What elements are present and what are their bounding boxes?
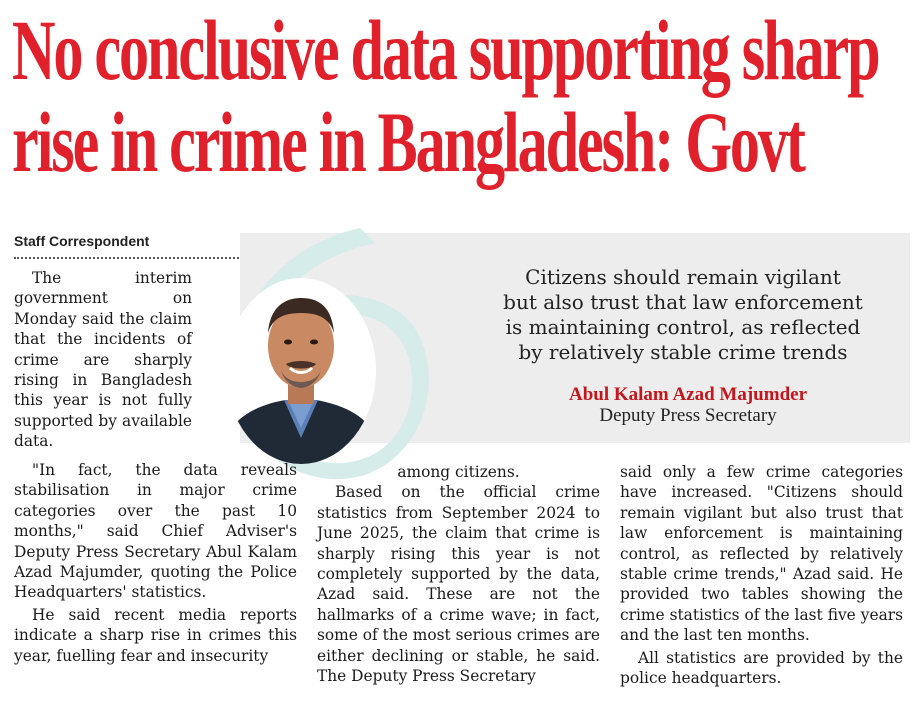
article-intro: The interim government on Monday said the claim that the incidents of crime are sharply rising in Bangladesh this year is not fully supported by available data.: [14, 269, 192, 451]
article-col2-top: among citizens.: [397, 463, 520, 481]
pull-quote-line: Citizens should remain vigilant: [525, 265, 841, 289]
headline-line-1: No conclusive data supporting sharp: [12, 2, 879, 98]
article-col2-paragraph: Based on the official crime statistics from September 2024 to June 2025, the claim that crime is sharply rising this year is not completely supported by the data, Azad said. These are not the hallmarks of a crime wave; in fact, some of the most serious crimes are either declining or stable, he said. The Deputy Press Secretary: [317, 483, 600, 686]
pull-quote-name: Abul Kalam Azad Majumder: [568, 384, 808, 405]
article-col3-closing: All statistics are provided by the police headquarters.: [620, 648, 903, 688]
pull-quote-text: [468, 265, 898, 365]
article-quote-paragraph: "In fact, the data reveals stabilisation in major crime categories over the past 10 months," said Chief Adviser's Deputy Press Secretary Abul Kalam Azad Majumder, quoting the Police Headquarters' statistics.: [14, 461, 297, 602]
portrait-illustration: [226, 278, 376, 464]
pull-quote-line: is maintaining control, as reflected: [505, 315, 861, 339]
headline: [12, 4, 908, 188]
byline: Staff Correspondent: [14, 233, 150, 249]
article-column-2: [317, 462, 600, 686]
headline-line-2: rise in crime in Bangladesh: Govt: [12, 94, 804, 190]
pull-quote-role: Deputy Press Secretary: [599, 405, 777, 426]
pull-quote-line: but also trust that law enforcement: [503, 290, 863, 314]
byline-divider: [14, 257, 242, 259]
article-col3-paragraph: said only a few crime categories have increased. "Citizens should remain vigilant but also trust that law enforcement is maintaining control, as reflected by relatively stable crime trends," Azad said. He provided two tables showing the crime statistics of the last five years and the last ten months.: [620, 463, 903, 645]
pull-quote-line: by relatively stable crime trends: [518, 340, 848, 364]
portrait-photo: [226, 278, 376, 464]
article-column-3: [620, 462, 903, 688]
article-paragraph-2: [14, 460, 297, 666]
article-paragraph-3: He said recent media reports indicate a sharp rise in crimes this year, fuelling fear and insecurity: [14, 605, 297, 665]
